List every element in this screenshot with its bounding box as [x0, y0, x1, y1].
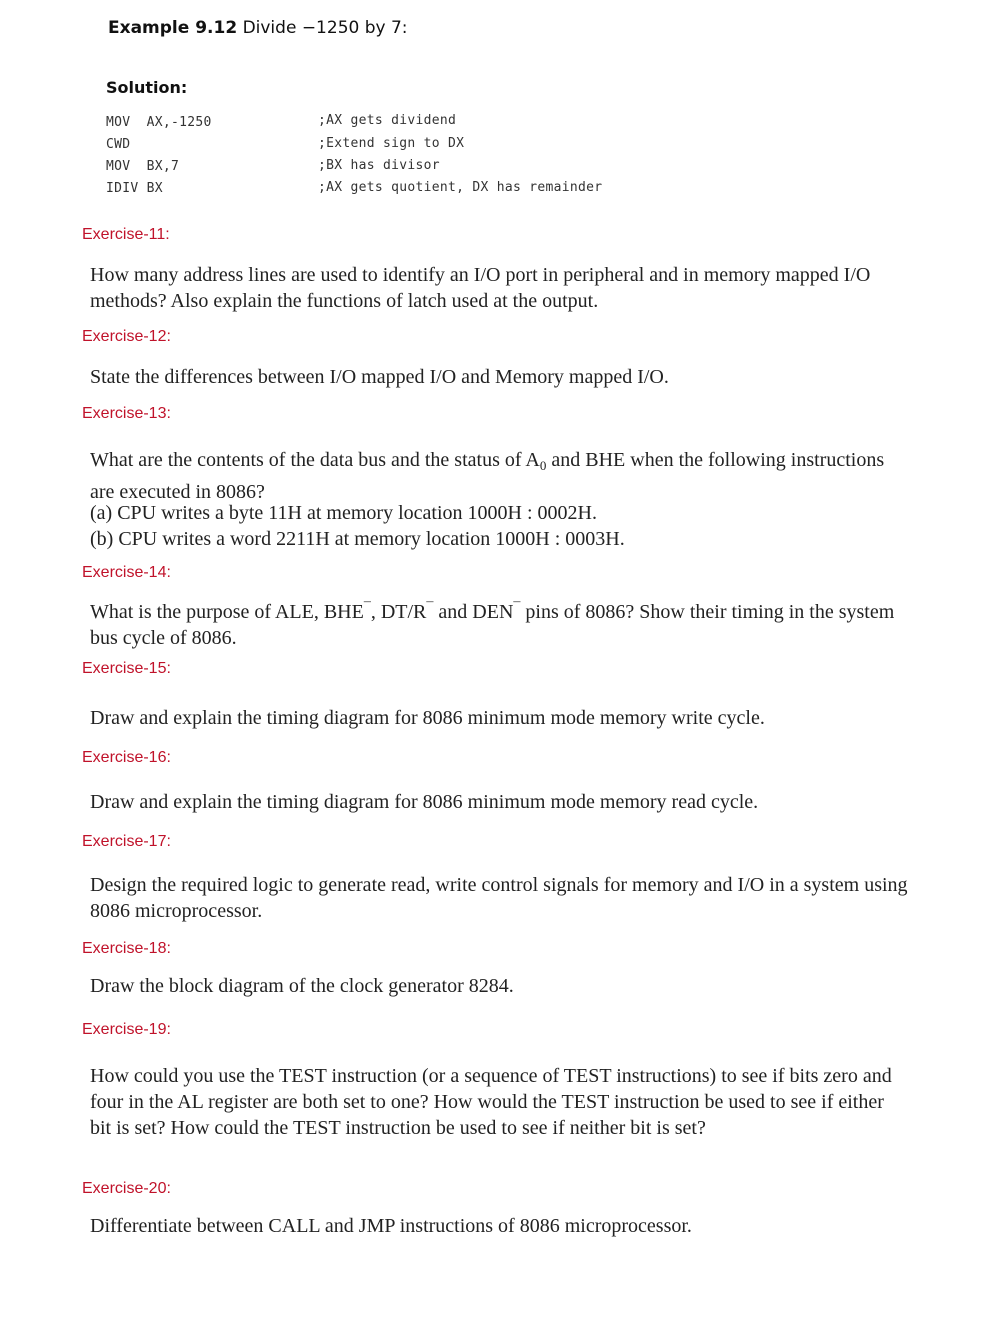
exercise-text: How many address lines are used to identify an I/O port in peripheral and in memory mapped I/O methods? Also explain the functions of latch used at the output. — [90, 264, 871, 312]
exercise-text: Draw the block diagram of the clock generator 8284. — [90, 975, 514, 997]
exercise-item-a: (a) CPU writes a byte 11H at memory location 1000H : 0002H. — [90, 502, 597, 524]
exercise-label: Exercise-20: — [82, 1180, 171, 1197]
exercise-text — [90, 447, 910, 505]
example-heading — [108, 18, 408, 38]
solution-label: Solution: — [106, 78, 188, 97]
exercise-text-part: What are the contents of the data bus and the status of A — [90, 449, 540, 471]
exercise-text-part: , DT/R — [370, 601, 427, 623]
example-number: Example 9.12 — [108, 18, 238, 38]
exercise-text: Draw and explain the timing diagram for 8086 minimum mode memory read cycle. — [90, 791, 759, 813]
exercise-label: Exercise-13: — [82, 405, 171, 422]
exercise-text-part: What is the purpose of ALE, BHE — [90, 601, 364, 623]
code-line: IDIV BX — [106, 181, 163, 196]
exercise-text: Draw and explain the timing diagram for 8086 minimum mode memory write cycle. — [90, 707, 765, 729]
exercise-item-b: (b) CPU writes a word 2211H at memory location 1000H : 0003H. — [90, 528, 625, 550]
subscript: 0 — [539, 458, 547, 473]
exercise-text-part: and BHE when the following instructions are executed in 8086? — [90, 449, 885, 503]
exercise-text: State the differences between I/O mapped I/O and Memory mapped I/O. — [90, 366, 669, 388]
exercise-label: Exercise-15: — [82, 660, 171, 677]
code-line: MOV AX,-1250 — [106, 115, 212, 130]
code-comment: ;Extend sign to DX — [318, 136, 465, 151]
overbar-mark: ¯ — [513, 601, 521, 616]
exercise-label: Exercise-11: — [82, 226, 170, 243]
code-comment: ;BX has divisor — [318, 158, 440, 173]
exercise-text-part: and DEN — [433, 601, 514, 623]
code-line: MOV BX,7 — [106, 159, 180, 174]
exercise-label: Exercise-12: — [82, 328, 171, 345]
exercise-text: Design the required logic to generate read, write control signals for memory and I/O in a system using 8086 microprocessor. — [90, 874, 908, 922]
exercise-text-part: pins of 8086? Show their timing in the system bus cycle of 8086. — [90, 601, 895, 649]
exercise-text: Differentiate between CALL and JMP instructions of 8086 microprocessor. — [90, 1215, 692, 1237]
example-title: Divide −1250 by 7: — [242, 18, 408, 38]
exercise-text: How could you use the TEST instruction (or a sequence of TEST instructions) to see if bits zero and four in the AL register are both set to one? How would the TEST instruction be used to see if either bit is set? How could the TEST instruction be used to see if neither bit is set? — [90, 1065, 892, 1139]
overbar-mark: ¯ — [363, 601, 371, 616]
exercise-label: Exercise-19: — [82, 1021, 171, 1038]
code-line: CWD — [106, 137, 131, 152]
overbar-mark: ¯ — [426, 601, 434, 616]
exercise-label: Exercise-18: — [82, 940, 171, 957]
code-comment: ;AX gets dividend — [318, 113, 457, 128]
exercise-text — [90, 596, 905, 651]
exercise-label: Exercise-14: — [82, 564, 171, 581]
code-comment: ;AX gets quotient, DX has remainder — [318, 180, 603, 195]
exercise-label: Exercise-17: — [82, 833, 171, 850]
exercise-label: Exercise-16: — [82, 749, 171, 766]
